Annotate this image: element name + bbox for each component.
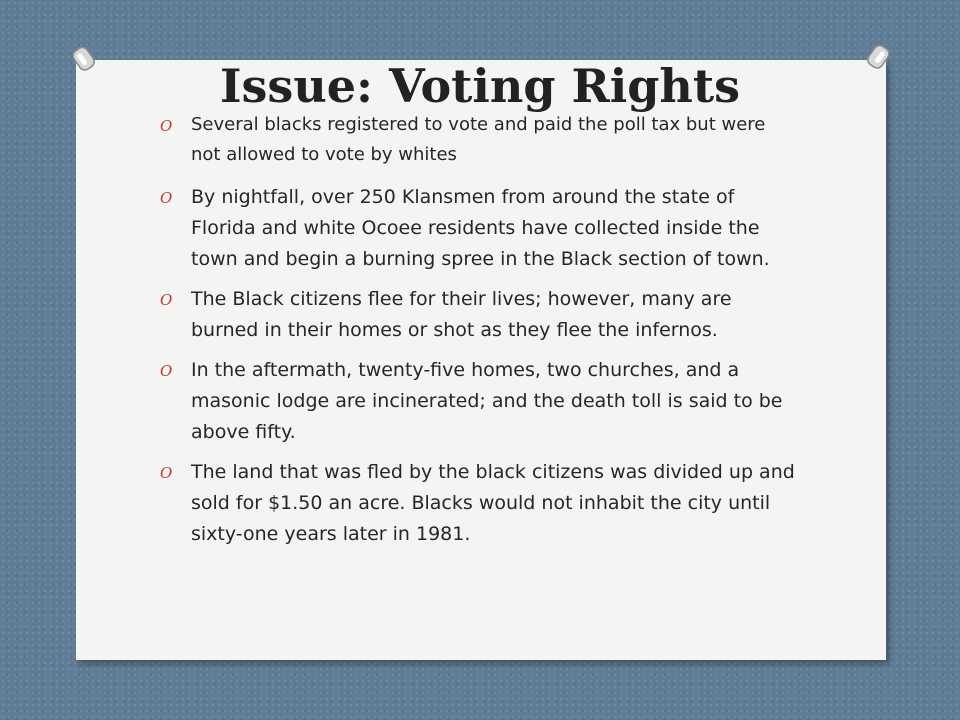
list-item [160,284,800,346]
bullet-text: By nightfall, over 250 Klansmen from around the state of Florida and white Ocoee residents have collected inside the town and begin a burning spree in the Black section of town. [191,186,770,270]
bullet-marker-icon: O [160,117,173,135]
list-item [160,355,800,448]
list-item [160,182,800,275]
bullet-text: In the aftermath, twenty-five homes, two churches, and a masonic lodge are incinerated; and the death toll is said to be above fifty. [191,359,783,443]
bullet-marker-icon: O [160,464,173,482]
slide-title: Issue: Voting Rights [220,59,740,113]
bullet-text: The Black citizens flee for their lives; however, many are burned in their homes or shot as they flee the infernos. [191,288,732,341]
list-item [160,457,800,550]
bullet-marker-icon: O [160,189,173,207]
list-item [160,110,800,170]
bullet-text: The land that was fled by the black citizens was divided up and sold for $1.50 an acre. Blacks would not inhabit the city until sixty-one years later in 1981. [191,461,795,545]
bullet-marker-icon: O [160,291,173,309]
bullet-list [160,110,800,559]
bullet-marker-icon: O [160,362,173,380]
bullet-text: Several blacks registered to vote and paid the poll tax but were not allowed to vote by whites [191,114,766,165]
